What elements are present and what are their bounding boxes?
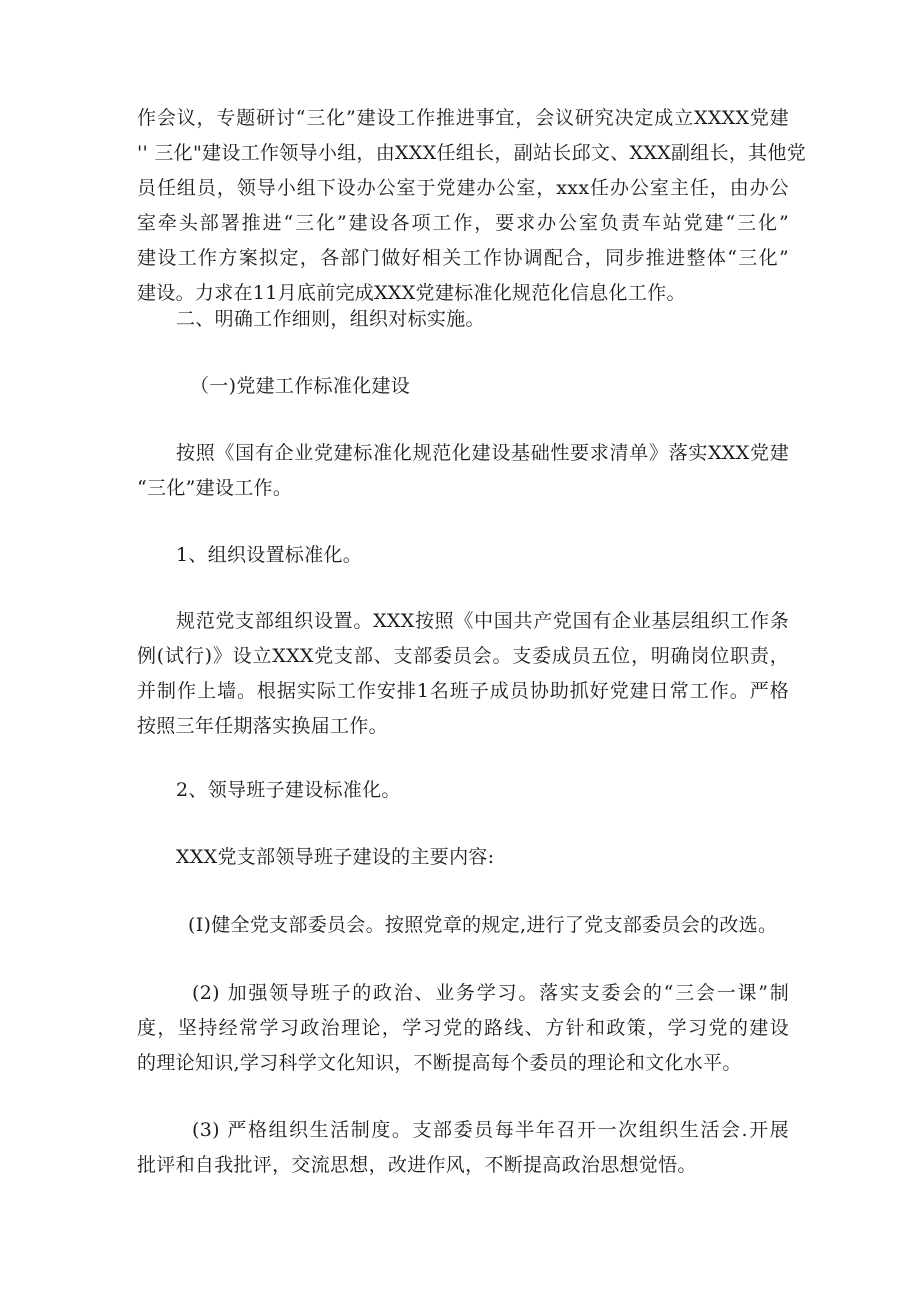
paragraph-organization	[137, 604, 789, 744]
text-line: 建设。力求在11月底前完成XXX党建标准化规范化信息化工作。	[137, 282, 686, 304]
text-line: 规范党支部组织设置。XXX按照《中国共产党国有企业基层组织工作条	[176, 610, 789, 632]
paragraph-leadership-intro: XXX党支部领导班子建设的主要内容:	[176, 846, 495, 868]
text-line: (3) 严格组织生活制度。支部委员每半年召开一次组织生活会.开展	[192, 1119, 789, 1141]
paragraph-item-3	[137, 1113, 789, 1183]
item-heading-1: 1、组织设置标准化。	[176, 544, 363, 566]
text-line: 的理论知识,学习科学文化知识，不断提高每个委员的理论和文化水平。	[137, 1052, 742, 1074]
section-heading: 二、明确工作细则，组织对标实施。	[176, 308, 485, 330]
text-line: 并制作上墙。根据实际工作安排1名班子成员协助抓好党建日常工作。严格	[137, 680, 789, 702]
text-line: 建设工作方案拟定，各部门做好相关工作协调配合，同步推进整体“三化”	[137, 247, 789, 269]
text-line: 作会议，专题研讨“三化”建设工作推进事宜，会议研究决定成立XXXX党建	[137, 107, 789, 129]
text-line: 按照三年任期落实换届工作。	[137, 715, 388, 737]
text-line: (2) 加强领导班子的政治、业务学习。落实支委会的“三会一课”制	[192, 982, 789, 1004]
text-line: 批评和自我批评，交流思想，改进作风，不断提高政治思想觉悟。	[137, 1154, 697, 1176]
text-line: 室牵头部署推进“三化”建设各项工作，要求办公室负责车站党建“三化”	[137, 212, 789, 234]
paragraph-standard	[137, 436, 789, 506]
text-line: 员任组员，领导小组下设办公室于党建办公室，xxx任办公室主任，由办公	[137, 177, 789, 199]
subsection-heading: （一)党建工作标准化建设	[190, 375, 411, 397]
text-line: 度，坚持经常学习政治理论，学习党的路线、方针和政策，学习党的建设	[137, 1017, 789, 1039]
paragraph-item-2	[137, 976, 789, 1081]
item-heading-2: 2、领导班子建设标准化。	[176, 779, 401, 801]
paragraph-meeting	[137, 101, 807, 311]
paragraph-item-i: (I)健全党支部委员会。按照党章的规定,进行了党支部委员会的改选。	[188, 914, 778, 936]
text-line: '' 三化"建设工作领导小组，由XXX任组长，副站长邱文、XXX副组长，其他党	[137, 142, 807, 164]
text-line: “三化”建设工作。	[137, 477, 293, 499]
text-line: 按照《国有企业党建标准化规范化建设基础性要求清单》落实XXX党建	[176, 442, 789, 464]
text-line: 例(试行)》设立XXX党支部、支部委员会。支委成员五位，明确岗位职责，	[137, 645, 789, 667]
